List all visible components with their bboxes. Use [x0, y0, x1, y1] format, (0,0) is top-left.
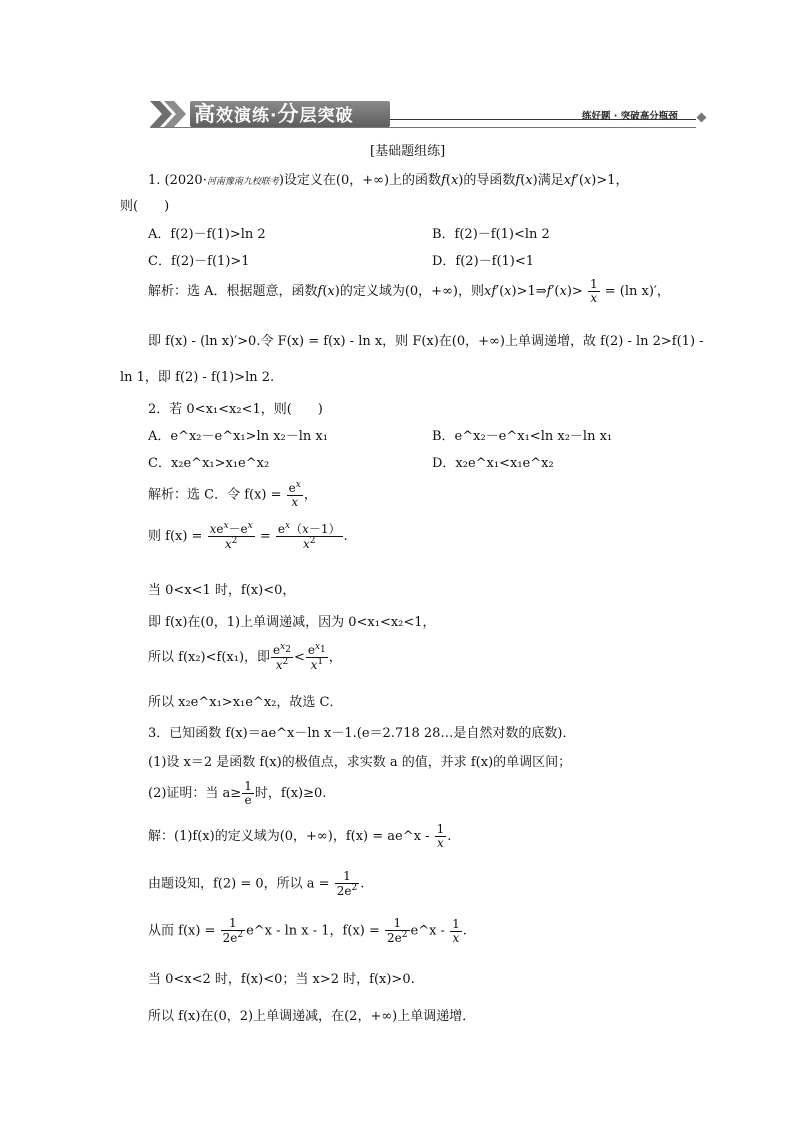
q2-solution-line3: 当 0<x<1 时，f(x)<0， [148, 583, 296, 598]
chevron-arrows-icon [150, 101, 194, 127]
q1-solution-line1: 解析：选 A．根据题意，函数f(x)的定义域为(0，+∞)，则xf′(x)>1⇒f′(x)> $\frac{1}{x}$ = (ln x)′， [148, 277, 670, 306]
q1-stem-line2: 则( ) [120, 199, 170, 214]
q3-part2: (2)证明：当 a≥ $\frac{1}{e}$ 时，f(x)≥0. [148, 779, 327, 808]
q2-option-d: D．x₂e^x₁<x₁e^x₂ [432, 456, 554, 471]
q3-stem: 3．已知函数 f(x)＝ae^x－ln x－1.(e＝2.718 28…是自然对数的底数)． [148, 726, 576, 741]
q2-solution-line1: 解析：选 C．令 f(x) = $\frac{e^x}{x}$ ， [148, 480, 317, 510]
q2-option-a: A．e^x₂－e^x₁>ln x₂－ln x₁ [148, 429, 328, 444]
q3-solution-line3: 从而 f(x) = $\frac{1}{2e^2}$ e^x - ln x - 1，f(x) = $\frac{1}{2e^2}$ e^x - $\frac{1}{x}$ . [148, 916, 467, 946]
header-banner [150, 101, 390, 127]
q1-stem-line1: 1. (2020·河南豫南九校联考)设定义在(0，+∞)上的函数f(x)的导函数f(x)满足xf′(x)>1， [148, 173, 629, 188]
header-tagline: 练好题 · 突破高分瓶颈 [582, 111, 678, 122]
q2-solution-line2: 则 f(x) = $\frac{xe^x-e^x}{x^2}$ = $\frac{e^x(x-1)}{x^2}$ . [148, 521, 348, 552]
q2-solution-line4: 即 f(x)在(0，1)上单调递减，因为 0<x₁<x₂<1， [148, 615, 436, 630]
q1-option-b: B．f(2)－f(1)<ln 2 [432, 227, 550, 242]
q3-solution-line2: 由题设知，f(2) = 0，所以 a = $\frac{1}{2e^2}$ . [148, 869, 365, 899]
q1-source: 河南豫南九校联考 [206, 177, 279, 187]
q2-option-b: B．e^x₂－e^x₁<ln x₂－ln x₁ [432, 429, 613, 444]
q1-solution-line2: 即 f(x) - (ln x)′>0.令 F(x) = f(x) - ln x，则 F(x)在(0，+∞)上单调递增，故 f(2) - ln 2>f(1) - [148, 334, 704, 349]
q3-solution-line4: 当 0<x<2 时，f(x)<0；当 x>2 时，f(x)>0. [148, 972, 415, 987]
q1-option-a: A．f(2)－f(1)>ln 2 [148, 227, 266, 242]
q1-option-d: D．f(2)－f(1)<1 [432, 254, 535, 269]
section-title: [基础题组练] [370, 144, 446, 159]
q2-solution-line5: 所以 f(x₂)<f(x₁)，即 $\frac{e^{x_2}}{x^2}$ < $\frac{e^{x_1}}{x^1}$ ， [148, 642, 342, 673]
q3-part1: (1)设 x＝2 是函数 f(x)的极值点，求实数 a 的值，并求 f(x)的单调区间； [148, 755, 572, 770]
diamond-icon [697, 113, 707, 123]
q3-solution-line1: 解：(1)f(x)的定义域为(0，+∞)，f(x) = ae^x - $\frac{1}{x}$ . [148, 822, 452, 851]
banner-title: 高效演练·分层突破 [194, 102, 354, 126]
header-underline [150, 127, 696, 128]
q3-solution-line5: 所以 f(x)在(0，2)上单调递减，在(2，+∞)上单调递增． [148, 1009, 476, 1024]
q2-stem: 2．若 0<x₁<x₂<1，则( ) [148, 402, 323, 417]
q1-option-c: C．f(2)－f(1)>1 [148, 254, 250, 269]
q2-option-c: C．x₂e^x₁>x₁e^x₂ [148, 456, 270, 471]
q1-solution-line3: ln 1，即 f(2) - f(1)>ln 2. [120, 370, 275, 385]
q2-solution-line6: 所以 x₂e^x₁>x₁e^x₂，故选 C． [148, 695, 343, 710]
